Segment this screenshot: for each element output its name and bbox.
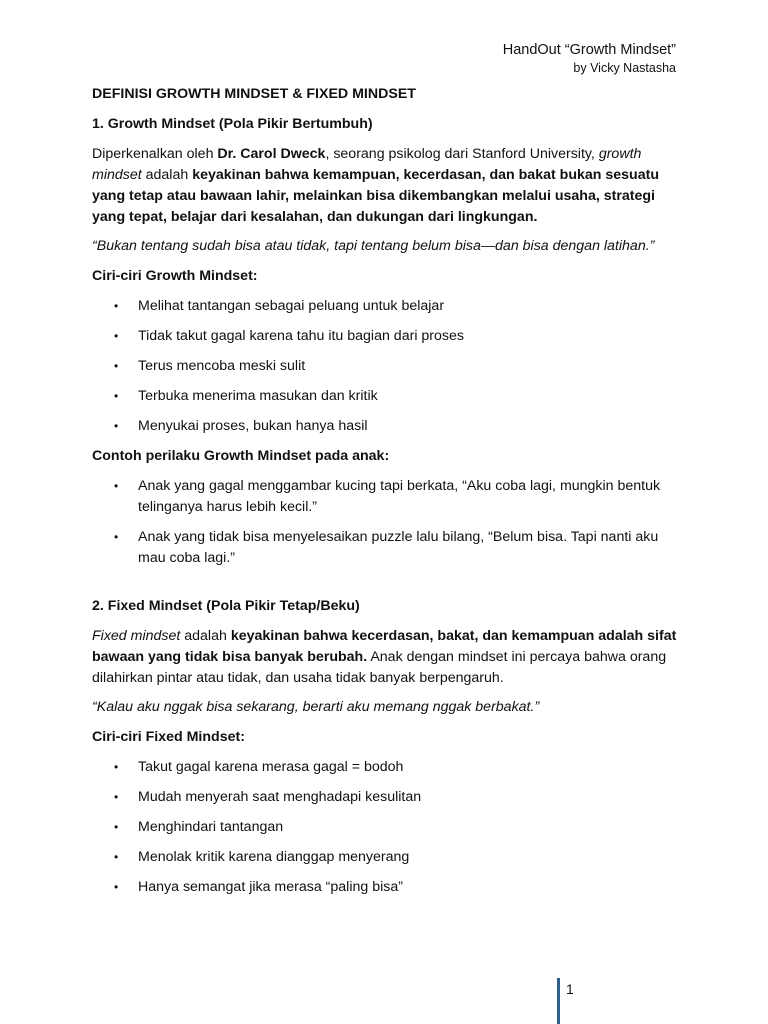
growth-mindset-heading: 1. Growth Mindset (Pola Pikir Bertumbuh) <box>92 116 373 132</box>
fixed-def-text-1: adalah <box>180 628 231 644</box>
list-item <box>92 326 682 347</box>
bullet-icon: • <box>114 530 119 544</box>
list-item-text: Terbuka menerima masukan dan kritik <box>138 388 378 404</box>
list-item <box>92 847 682 868</box>
fixed-traits-list <box>92 757 682 898</box>
bullet-icon: • <box>114 760 119 774</box>
fixed-mindset-heading: 2. Fixed Mindset (Pola Pikir Tetap/Beku) <box>92 598 360 614</box>
list-item-text: Hanya semangat jika merasa “paling bisa” <box>138 879 403 895</box>
list-item <box>92 296 682 317</box>
growth-examples-heading: Contoh perilaku Growth Mindset pada anak: <box>92 448 390 464</box>
page-number-divider <box>557 978 560 1024</box>
growth-mindset-definition <box>92 144 682 228</box>
list-item-text: Menghindari tantangan <box>138 819 284 835</box>
list-item-text: Anak yang gagal menggambar kucing tapi berkata, “Aku coba lagi, mungkin bentuk telinganya harus lebih kecil.” <box>138 478 661 515</box>
growth-def-author: Dr. Carol Dweck <box>217 146 326 162</box>
growth-traits-heading: Ciri-ciri Growth Mindset: <box>92 268 258 284</box>
list-item-text: Terus mencoba meski sulit <box>138 358 306 374</box>
fixed-def-core: keyakinan bahwa kecerdasan, bakat, dan kemampuan adalah sifat bawaan yang tidak bisa banyak berubah. <box>92 628 677 665</box>
bullet-icon: • <box>114 359 119 373</box>
list-item <box>92 877 682 898</box>
page-number: 1 <box>566 981 574 997</box>
list-item <box>92 787 682 808</box>
list-item <box>92 817 682 838</box>
list-item-text: Mudah menyerah saat menghadapi kesulitan <box>138 789 422 805</box>
bullet-icon: • <box>114 389 119 403</box>
list-item <box>92 527 682 569</box>
growth-def-text-3: adalah <box>141 167 193 183</box>
bullet-icon: • <box>114 419 119 433</box>
document-body <box>92 84 682 907</box>
fixed-traits-heading: Ciri-ciri Fixed Mindset: <box>92 729 245 745</box>
list-item-text: Tidak takut gagal karena tahu itu bagian dari proses <box>138 328 464 344</box>
bullet-icon: • <box>114 479 119 493</box>
growth-def-text-1: Diperkenalkan oleh <box>92 146 218 162</box>
growth-mindset-quote: “Bukan tentang sudah bisa atau tidak, tapi tentang belum bisa—dan bisa dengan latihan.” <box>92 238 655 254</box>
bullet-icon: • <box>114 850 119 864</box>
bullet-icon: • <box>114 880 119 894</box>
fixed-def-term: Fixed mindset <box>92 628 181 644</box>
document-title: DEFINISI GROWTH MINDSET & FIXED MINDSET <box>92 86 416 102</box>
handout-author: by Vicky Nastasha <box>573 61 676 75</box>
list-item-text: Menyukai proses, bukan hanya hasil <box>138 418 368 434</box>
growth-def-core: keyakinan bahwa kemampuan, kecerdasan, dan bakat bukan sesuatu yang tetap atau bawaan lahir, melainkan bisa dikembangkan melalui usaha, strategi yang tepat, belajar dari kesalahan, dan dukungan dari lingkungan. <box>92 167 659 225</box>
list-item-text: Menolak kritik karena dianggap menyerang <box>138 849 410 865</box>
growth-traits-list <box>92 296 682 437</box>
growth-examples-list <box>92 476 682 569</box>
handout-title: HandOut “Growth Mindset” <box>502 42 676 58</box>
fixed-mindset-definition <box>92 626 682 689</box>
bullet-icon: • <box>114 299 119 313</box>
bullet-icon: • <box>114 790 119 804</box>
fixed-mindset-quote: “Kalau aku nggak bisa sekarang, berarti aku memang nggak berbakat.” <box>92 699 540 715</box>
list-item-text: Melihat tantangan sebagai peluang untuk belajar <box>138 298 445 314</box>
list-item <box>92 476 682 518</box>
page-header <box>503 40 676 76</box>
list-item <box>92 386 682 407</box>
bullet-icon: • <box>114 820 119 834</box>
fixed-def-text-2: Anak dengan mindset ini percaya bahwa orang dilahirkan pintar atau tidak, dan usaha tidak banyak berpengaruh. <box>92 649 667 686</box>
list-item-text: Takut gagal karena merasa gagal = bodoh <box>138 759 404 775</box>
list-item-text: Anak yang tidak bisa menyelesaikan puzzle lalu bilang, “Belum bisa. Tapi nanti aku mau coba lagi.” <box>138 529 659 566</box>
growth-def-term: growth mindset <box>92 146 642 183</box>
list-item <box>92 356 682 377</box>
list-item <box>92 416 682 437</box>
bullet-icon: • <box>114 329 119 343</box>
growth-def-text-2: , seorang psikolog dari Stanford University, <box>325 146 599 162</box>
list-item <box>92 757 682 778</box>
